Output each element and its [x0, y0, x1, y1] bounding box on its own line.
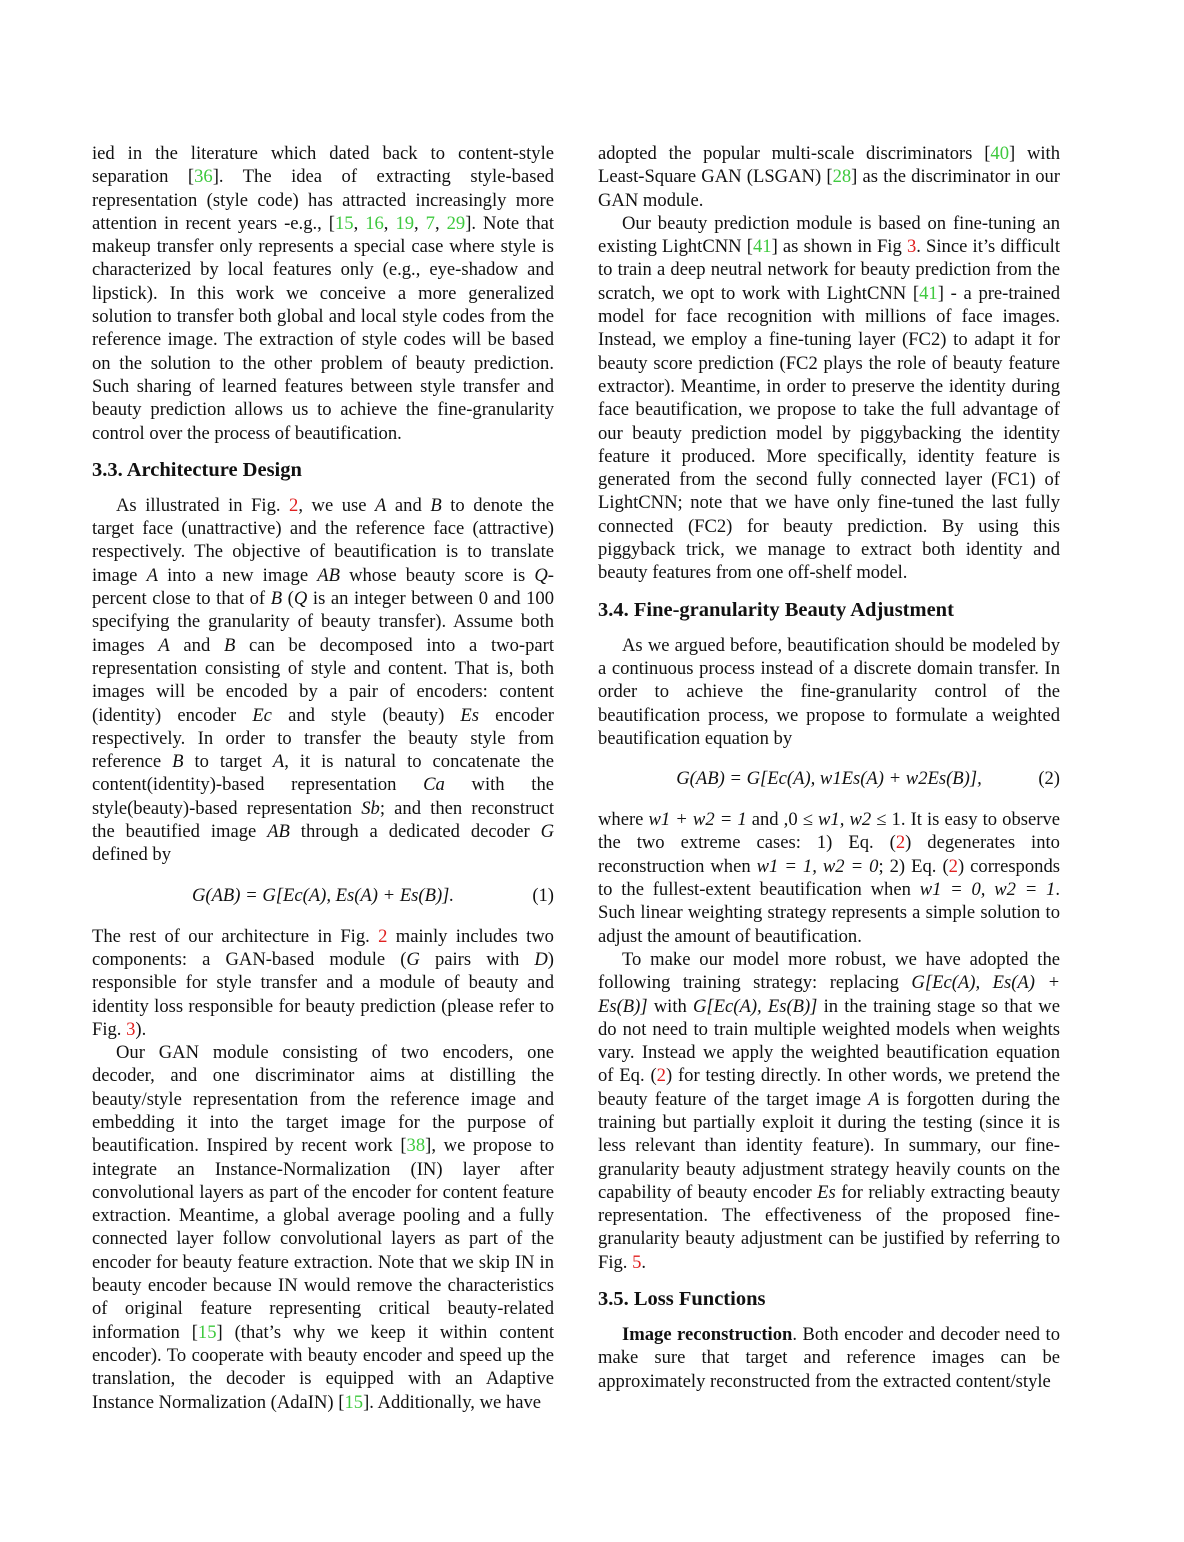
equation-number: (1) [532, 884, 554, 906]
figure-ref[interactable]: 5 [632, 1251, 642, 1273]
citation[interactable]: 28 [832, 166, 852, 188]
left-column [92, 142, 554, 1414]
paragraph: ied in the literature which dated back to content-style separation [36]. The idea of extracting style-based representation (style code) has attracted increasingly more attention in recent years -e.g., [15, 16, 19, 7, 29]. Note that makeup transfer only represents a special case where style is characterized by local features only (e.g., eye-shadow and lipstick). In this work we conceive a more generalized solution to transfer both global and local style codes from the reference image. The extraction of style codes will be based on the solution to the other problem of beauty prediction. Such sharing of learned features between style transfer and beauty prediction allows us to achieve the fine-granularity control over the process of beautification. [92, 143, 555, 444]
citation[interactable]: 38 [406, 1135, 426, 1157]
citation[interactable]: 40 [990, 143, 1009, 164]
section-heading: 3.3. Architecture Design [92, 458, 302, 481]
citation[interactable]: 16 [365, 212, 384, 234]
figure-ref[interactable]: 2 [378, 925, 388, 947]
equation-ref[interactable]: 2 [895, 832, 906, 854]
paragraph: As illustrated in Fig. 2, we use A and B to denote the target face (unattractive) and the reference face (attractive) respectively. The objective of beautification is to translate image A into a new image AB whose beauty score is Q-percent close to that of B (Q is an integer between 0 and 100 specifying the granularity of beauty transfer). Assume both images A and B can be decomposed into a two-part representation consisting of style and content. That is, both images will be encoded by a pair of encoders: content (identity) encoder Ec and style (beauty) Es encoder respectively. In order to transfer the beauty style from reference B to target A, it is natural to concatenate the content(identity)-based representation Ca with the style(beauty)-based representation Sb; and then reconstruct the beautified image AB through a dedicated decoder G defined by [92, 494, 555, 866]
citation[interactable]: 15 [197, 1321, 217, 1343]
citation[interactable]: 15 [344, 1391, 364, 1413]
run-in-heading: Image reconstruction [622, 1324, 793, 1346]
citation[interactable]: 36 [194, 166, 213, 188]
figure-ref[interactable]: 2 [289, 494, 299, 516]
paragraph: The rest of our architecture in Fig. 2 mainly includes two components: a GAN-based module (G pairs with D) responsible for style transfer and a module of beauty and identity loss responsible for beauty prediction (please refer to Fig. 3). [92, 925, 554, 1040]
citation[interactable]: 41 [752, 236, 772, 258]
equation-ref[interactable]: 2 [656, 1065, 666, 1087]
paragraph: Image reconstruction. Both encoder and decoder need to make sure that target and reference images can be approximately reconstructed from the extracted content/style [598, 1324, 1060, 1392]
figure-ref[interactable]: 3 [126, 1018, 136, 1040]
paragraph: As we argued before, beautification should be modeled by a continuous process instead of a discrete domain transfer. In order to achieve the fine-granularity control of the beautification process, we propose to formulate a weighted beautification equation by [598, 634, 1060, 749]
citation[interactable]: 41 [919, 282, 938, 304]
citation[interactable]: 15 [334, 212, 354, 234]
section-heading: 3.4. Fine-granularity Beauty Adjustment [598, 598, 954, 621]
paragraph: adopted the popular multi-scale discriminators [40] with Least-Square GAN (LSGAN) [28] as the discriminator in our GAN module. [598, 143, 1060, 211]
paragraph: To make our model more robust, we have adopted the following training strategy: replacing G[Ec(A), Es(A) + Es(B)] with G[Ec(A), Es(B)] in the training stage so that we do not need to train multiple weighted models when weights vary. Instead we apply the weighted beautification equation of Eq. (2) for testing directly. In other words, we pretend the beauty feature of the target image A is forgotten during the training but partially exploit it during the testing (since it is less relevant than identity feature). In summary, our fine-granularity beauty adjustment strategy heavily counts on the capability of beauty encoder Es for reliably extracting beauty representation. The effectiveness of the proposed fine-granularity beauty adjustment can be justified by referring to Fig. 5. [598, 948, 1061, 1273]
citation[interactable]: 7 [425, 212, 435, 234]
citation[interactable]: 19 [395, 212, 415, 234]
paragraph: Our GAN module consisting of two encoders, one decoder, and one discriminator aims at distilling the beauty/style representation from the reference image and embedding it into the target image for the purpose of beautification. Inspired by recent work [38], we propose to integrate an Instance-Normalization (IN) layer after convolutional layers as part of the encoder for content feature extraction. Meantime, a global average pooling and a fully connected layer follow convolutional layers as part of the encoder for beauty feature extraction. Note that we skip IN in beauty encoder because IN would remove the characteristics of original feature representing critical beauty-related information [15] (that’s why we keep it within content encoder). To cooperate with beauty encoder and speed up the translation, the decoder is equipped with an Adaptive Instance Normalization (AdaIN) [15]. Additionally, we have [92, 1042, 555, 1413]
citation[interactable]: 29 [446, 212, 466, 234]
paragraph: Our beauty prediction module is based on fine-tuning an existing LightCNN [41] as shown in Fig 3. Since it’s difficult to train a deep neutral network for beauty prediction from the scratch, we opt to work with LightCNN [41] - a pre-trained model for face recognition with millions of face images. Instead, we employ a fine-tuning layer (FC2) to adapt it for beauty score prediction (FC2 plays the role of beauty feature extractor). Meantime, in order to preserve the identity during face beautification, we propose to take the full advantage of our beauty prediction model by piggybacking the identity feature it produced. More specifically, identity feature is generated from the second fully connected layer (FC1) of LightCNN; note that we have only fine-tuned the last fully connected (FC2) for beauty prediction. By using this piggyback trick, we manage to extract both identity and beauty features from one off-shelf model. [598, 212, 1060, 584]
equation-2: G(AB) = G[Ec(A), w1Es(A) + w2Es(B)], (2) [598, 766, 1060, 792]
right-column [598, 142, 1060, 1393]
figure-ref[interactable]: 3 [906, 236, 917, 258]
equation-ref[interactable]: 2 [948, 855, 958, 877]
paragraph: where w1 + w2 = 1 and ,0 ≤ w1, w2 ≤ 1. It is easy to observe the two extreme cases: 1) Eq. (2) degenerates into reconstruction when w1 = 1, w2 = 0; 2) Eq. (2) corresponds to the fullest-extent beautification when w1 = 0, w2 = 1. Such linear weighting strategy represents a simple solution to adjust the amount of beautification. [598, 809, 1060, 947]
equation-1: G(AB) = G[Ec(A), Es(A) + Es(B)]. (1) [92, 883, 554, 909]
section-heading: 3.5. Loss Functions [598, 1288, 766, 1311]
equation-number: (2) [1038, 768, 1060, 790]
